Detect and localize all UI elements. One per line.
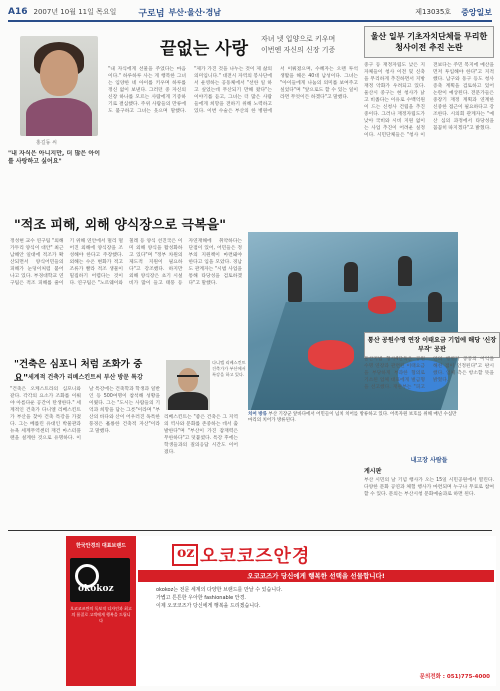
architecture-body: "건축은 오케스트라의 심포니와 같다. 각각의 요소가 조화를 이뤄야 아름다운 공간이 탄생한다." 세계적인 건축가 다니엘 리베스킨트가 부산을 찾아 건축 특강을 가졌다. 그는 베를린 유대인 박물관과 뉴욕 세계무역센터 재건 마스터플랜을 설계한 것으로 유명하다. 이날 특강에는 건축학과 학생과 일반인 등 500여명이 참석해 성황을 이뤘다. 그는 "도시는 사람들의 기억과 희망을 담는 그릇"이라며 "부산의 바다와 산이 어우러진 독특한 풍경은 훌륭한 건축적 자산"이라고 말했다.	[10, 387, 160, 441]
local-notice	[364, 455, 494, 535]
feature-article	[8, 26, 360, 208]
feature-subheadline-1: 자녀 넷 입양으로 키우며	[261, 35, 336, 43]
architect-photo-caption: 다니엘 리베스킨트 건축가가 부산에서 특강을 하고 있다.	[212, 360, 246, 377]
region-logo: 구로넘	[138, 8, 165, 19]
feature-quote-text: "내 자식은 아니지만, 더 많은 아이를 사랑하고 싶어요"	[8, 150, 100, 165]
ad-brand-title: 오코코즈안경	[200, 546, 311, 567]
page-header	[8, 4, 492, 22]
feature-subheadline-2: 이번엔 자신의 신장 기증	[261, 46, 336, 54]
ad-tagline: 오코코즈가 당신에게 행복한 선택을 선물합니다!	[138, 570, 494, 582]
ad-body-line: okokoz는 전문 세계의 다양한 브랜드를 만날 수 있습니다.	[156, 587, 283, 593]
eyewear-advertisement[interactable]	[66, 536, 496, 686]
ad-body	[156, 586, 476, 626]
feature-headline: 끝없는 사랑	[160, 39, 249, 59]
middle-headline: "적조 피해, 외해 양식장으로 극복을"	[14, 218, 226, 233]
feature-quote	[8, 150, 100, 206]
newspaper-brand: 중앙일보	[461, 7, 492, 17]
portrait-photo	[20, 36, 98, 136]
ad-body-line: 가볍고 튼튼한 우아한 fashionable 안경.	[156, 595, 246, 601]
right-article-headline: 울산 일부 기초자치단체들 무리한 청사이전 추진 논란	[364, 26, 494, 58]
architecture-subheadline: 세계적 건축가 리베스킨트씨 부산 방문 특강	[28, 374, 143, 381]
ad-panel-description: 오코코즈만의 독보적 디자인과 최고의 품질로 고객에게 행복을 드립니다	[70, 606, 132, 623]
middle-body: 정성현 교수 연구팀 "외해 가두리 양식이 대안" 최근 남해안 일대에 적조가 확산되면서 양식어민들의 피해가 눈덩이처럼 불어나고 있다. 부경대학교 연구팀은 적조 피해를 줄이기 위해 연안에서 멀리 떨어진 외해에 양식장을 조성해야 한다고 주장했다. 외해는 수온 변화가 적고 조류가 빨라 적조 생물이 밀집하기 어렵다는 것이다. 연구팀은 "노르웨이와 칠레 등 양식 선진국은 이미 외해 양식을 활성화하고 있다"며 "정부 차원의 제도적 지원이 필요하다"고 강조했다. 하지만 외해 양식장은 초기 시설비가 많이 들고 태풍 등 자연재해에 취약하다는 단점이 있어, 어민들은 정부의 지원책이 마련돼야 한다고 입을 모았다. 경남도 관계자는 "시범 사업을 통해 타당성을 검토하겠다"고 말했다.	[10, 239, 242, 286]
page-number: A16	[8, 7, 28, 17]
issue-date: 2007년 10월 11일 목요일	[33, 8, 117, 16]
ad-panel-label: 한국안경의 대표브랜드	[75, 543, 127, 549]
notice-heading: 내고장 사람들	[410, 457, 448, 464]
feature-subheadline	[261, 34, 335, 56]
ad-logo-card	[70, 558, 130, 602]
notice-subheading: 게시판	[364, 468, 382, 475]
ad-body-line: 이제 오코코즈가 당신에게 행복을 드리겠습니다.	[156, 603, 261, 609]
portrait-caption: 홍길동 씨	[36, 140, 57, 146]
architecture-headline: "건축은 심포니 처럼 조화가 중요"	[14, 359, 143, 384]
brand-logo-icon: oz	[172, 544, 198, 566]
photo-caption-label: 치어 방류	[248, 412, 267, 417]
issue-number: 제13035호	[415, 8, 452, 16]
architect-photo	[166, 360, 210, 410]
ad-phone[interactable]: 문의전화 : 051)775-4000	[419, 674, 490, 680]
region-name: 부산·울산·경남	[168, 7, 221, 17]
photo-caption-text: 부산 기장군 앞바다에서 어민들이 넙치 치어를 방류하고 있다. 어족자원 보호를 위해 매년 수십만 마리의 치어가 방류된다.	[248, 412, 457, 423]
architecture-side-body: 리베스킨트는 "좋은 건축은 그 지역의 역사와 문화를 존중하는 데서 출발한다"며 "부산이 가진 잠재력은 무한하다"고 덧붙였다. 특강 후에는 학생들과의 질의응답 시간도 이어졌다.	[164, 415, 238, 455]
ad-brand-panel	[66, 536, 136, 686]
ad-logo-name: okokoz	[78, 584, 114, 594]
notice-body: 부산 시민의 날 기념 행사가 오는 15일 시민공원에서 열린다. 다양한 문화 공연과 체험 행사가 마련되며 누구나 무료로 참여할 수 있다. 문의는 부산시청 문화예술과로 하면 된다.	[364, 478, 494, 497]
feature-body: "내 자식에게 선물을 주었다는 마음 이다." 하루하루 사는 게 행복한 그녀는 입양한 네 아이를 키우며 하루를 정신 없이 보낸다. 그러던 중 자신의 신장 하나를 모르는 사람에게 기증하기로 결심했다. 주위 사람들의 만류에도 불구하고 그녀는 웃으며 말했다. "제가 가진 것을 나누는 것이 제 삶의 의미입니다." 대전시 자역의 봉사단에서 운영하는 공동체에서 "선한 일 하고 싶었는데 무산되기 만해 왔다"는 이야기를 듣고, 그녀는 더 많은 사람들에게 희망을 전하기 위해 노력하고 있다. 이번 수술은 부산의 한 병원에서 이뤄졌으며, 수혜자는 오랜 투석 생활을 해온 40대 남성이다. 그녀는 "아이들에게 나눔의 의미를 보여주고 싶었다"며 "앞으로도 할 수 있는 일이라면 무엇이든 하겠다"고 말했다.	[108, 67, 358, 114]
right-article-body: 중구 등 재정자립도 낮은 지자체들이 청사 이전 및 신축을 무리하게 추진하면서 지방재정 악화가 우려되고 있다. 울산시 중구는 현 청사가 낡고 비좁다는 이유로 수백억원이 드는 신청사 건립을 추진 중이다. 그러나 재정자립도가 낮아 국비와 시비 지원 없이는 사업 추진이 어려운 실정이다. 시민단체들은 "청사 이전보다는 주민 복지에 예산을 먼저 투입해야 한다"고 지적했다. 남구와 동구 등도 청사 증축 계획을 검토하고 있어 논란이 예상된다. 전문가들은 중장기 재정 계획과 연계한 신중한 접근이 필요하다고 강조한다. 시의회 관계자는 "예산 심의 과정에서 타당성을 꼼꼼히 따지겠다"고 밝혔다.	[364, 63, 494, 138]
court-headline: 통산 공원수명 연장 이태요금 기업에 해당 '신장부작' 공판	[364, 332, 500, 358]
ad-separator	[8, 530, 492, 531]
court-body: 울산지법 형사4단독은 공원 수명 연장과 관련된 이태요금을 부당하게 부과한 혐의로 기소된 업체 대표에게 벌금형을 선고했다. 재판부는 "피고인의 행위가 공공의 이익을 해친 점이 인정된다"고 판시했다. 업체 측은 항소할 뜻을 밝혔다.	[364, 357, 494, 390]
